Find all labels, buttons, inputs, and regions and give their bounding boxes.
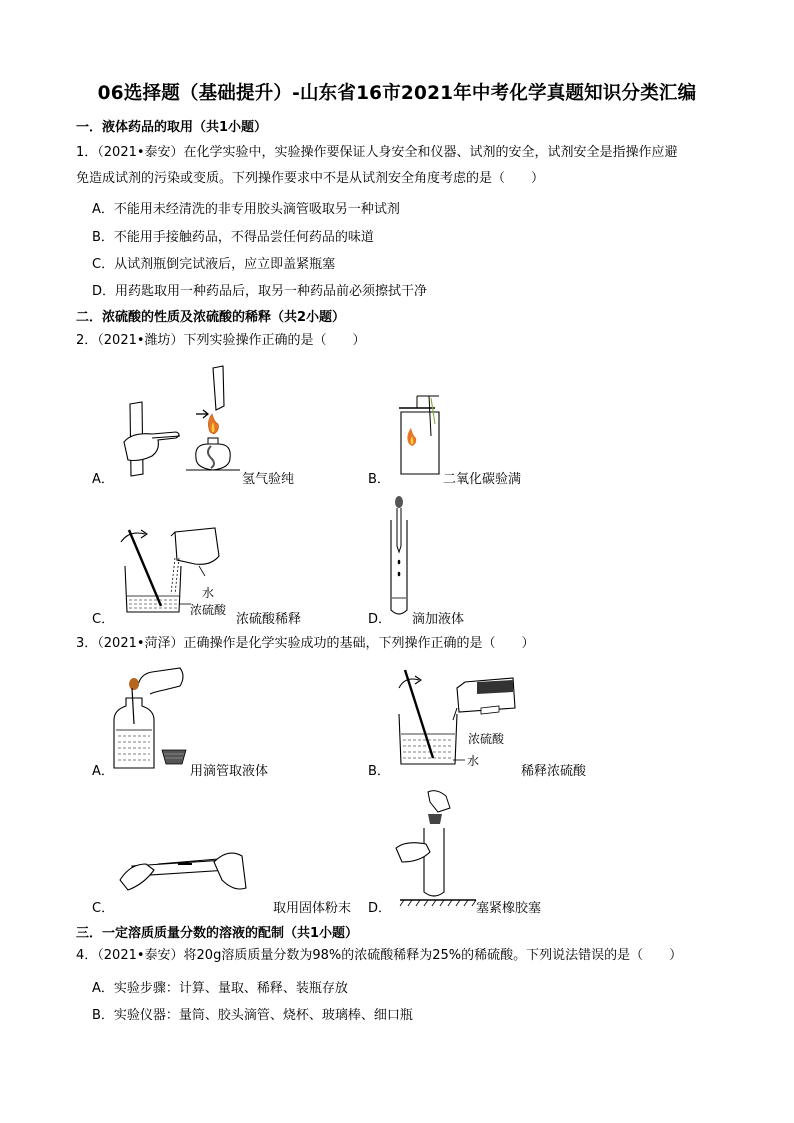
q3-option-a-letter: A． bbox=[92, 764, 114, 779]
q2-a-hydrogen-test-illustration bbox=[110, 362, 250, 492]
question-1-option-d: D．用药匙取用一种药品后，取另一种药品前必须擦拭干净 bbox=[92, 284, 428, 299]
q2-option-d-letter: D． bbox=[368, 612, 392, 627]
question-1-stem-line2: 免造成试剂的污染或变质。下列操作要求中不是从试剂安全角度考虑的是（ ） bbox=[76, 171, 545, 186]
q2-option-d-caption: 滴加液体 bbox=[412, 612, 465, 627]
question-3-stem: 3．（2021•菏泽）正确操作是化学实验成功的基础，下列操作正确的是（ ） bbox=[76, 636, 535, 651]
q3-option-d-letter: D． bbox=[368, 901, 392, 916]
question-1-option-c: C．从试剂瓶倒完试液后，应立即盖紧瓶塞 bbox=[92, 257, 336, 272]
question-1-option-a: A．不能用未经清洗的非专用胶头滴管吸取另一种试剂 bbox=[92, 202, 400, 217]
q3-a-dropper-bottle-illustration bbox=[110, 664, 190, 774]
q3-c-powder-illustration bbox=[118, 840, 248, 900]
section-heading-3: 三．一定溶质质量分数的溶液的配制（共1小题） bbox=[76, 926, 359, 941]
q2-option-a-caption: 氢气验纯 bbox=[242, 472, 295, 487]
question-1-stem-line1: 1．（2021•泰安）在化学实验中，实验操作要保证人身安全和仪器、试剂的安全，试剂安全是指操作应避 bbox=[76, 145, 678, 160]
question-4-stem: 4．（2021•泰安）将20g溶质质量分数为98%的浓硫酸稀释为25%的稀硫酸。下列说法错误的是（ ） bbox=[76, 948, 683, 963]
q3-option-c-letter: C． bbox=[92, 901, 115, 916]
q2-option-b-caption: 二氧化碳验满 bbox=[443, 472, 522, 487]
q3-option-b-caption: 稀释浓硫酸 bbox=[521, 764, 587, 779]
q3-option-b-letter: B． bbox=[368, 764, 390, 779]
section-heading-1: 一．液体药品的取用（共1小题） bbox=[76, 120, 268, 135]
page-title: 06选择题（基础提升）-山东省16市2021年中考化学真题知识分类汇编 bbox=[97, 83, 697, 104]
q2-c-label-water: 水 bbox=[202, 586, 215, 600]
q2-d-dropper-illustration bbox=[385, 494, 415, 620]
q2-option-b-letter: B． bbox=[368, 472, 390, 487]
question-4-option-b: B．实验仪器：量筒、胶头滴管、烧杯、玻璃棒、细口瓶 bbox=[92, 1008, 413, 1023]
q3-b-label-water: 水 bbox=[467, 754, 480, 768]
q3-option-c-caption: 取用固体粉末 bbox=[273, 901, 352, 916]
q3-option-a-caption: 用滴管取液体 bbox=[190, 764, 269, 779]
q2-option-a-letter: A． bbox=[92, 472, 114, 487]
section-heading-2: 二．浓硫酸的性质及浓硫酸的稀释（共2小题） bbox=[76, 310, 346, 325]
question-2-stem: 2．（2021•潍坊）下列实验操作正确的是（ ） bbox=[76, 333, 366, 348]
q3-b-dilution-illustration bbox=[395, 664, 525, 774]
q3-d-stopper-illustration bbox=[380, 788, 480, 908]
q2-c-label-acid: 浓硫酸 bbox=[190, 603, 227, 617]
question-4-option-a: A．实验步骤：计算、量取、稀释、装瓶存放 bbox=[92, 981, 348, 996]
q2-option-c-caption: 浓硫酸稀释 bbox=[236, 612, 302, 627]
q3-option-d-caption: 塞紧橡胶塞 bbox=[476, 901, 542, 916]
q3-b-label-acid: 浓硫酸 bbox=[468, 732, 505, 746]
question-1-option-b: B．不能用手接触药品，不得品尝任何药品的味道 bbox=[92, 230, 374, 245]
q2-option-c-letter: C． bbox=[92, 612, 115, 627]
